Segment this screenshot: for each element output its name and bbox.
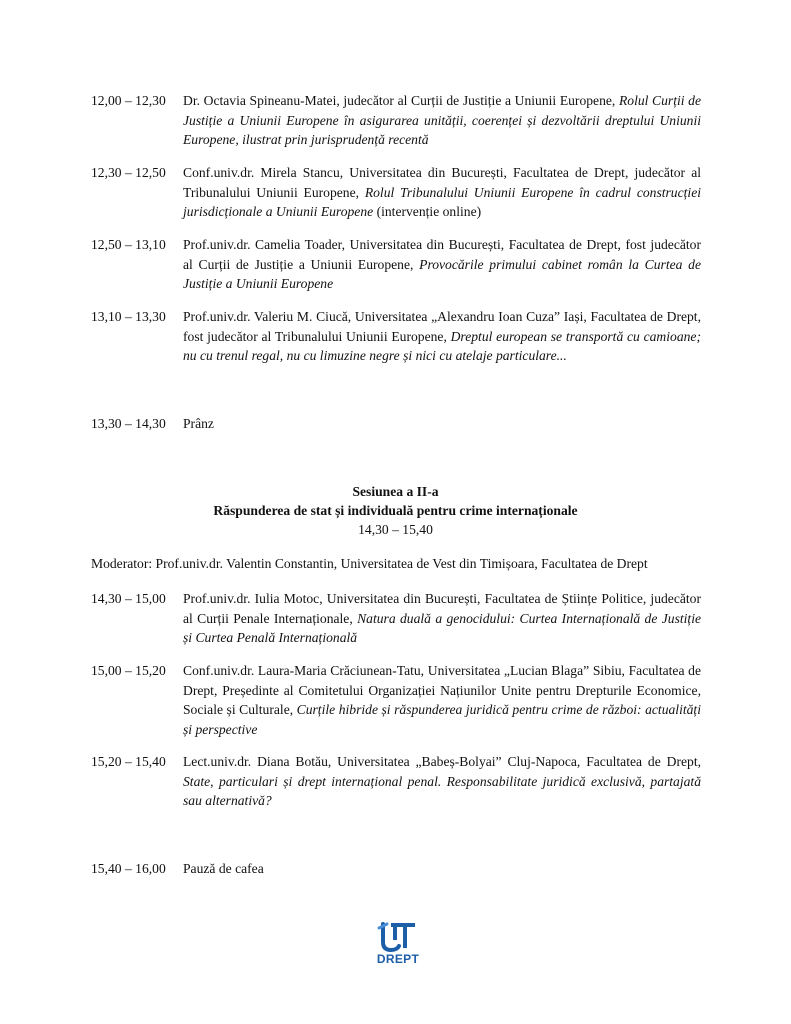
coffee-break bbox=[91, 859, 701, 879]
entry-text bbox=[183, 91, 701, 150]
entry-time: 15,40 – 16,00 bbox=[91, 861, 166, 876]
entry-speaker: Lect.univ.dr. Diana Botău, Universitatea „Babeș-Bolyai” Cluj-Napoca, Facultatea de Drept, bbox=[183, 754, 701, 769]
entry-text bbox=[183, 752, 701, 811]
entry-title: Curțile hibride și răspunderea juridică pentru crime de război: actualități și perspective bbox=[183, 702, 701, 737]
session-moderator: Moderator: Prof.univ.dr. Valentin Constantin, Universitatea de Vest din Timișoara, Facultatea de Drept bbox=[91, 556, 648, 571]
entry-time: 15,00 – 15,20 bbox=[91, 663, 166, 678]
entry-time: 12,00 – 12,30 bbox=[91, 93, 166, 108]
entry-speaker: Dr. Octavia Spineanu-Matei, judecător al Curții de Justiție a Uniunii Europene, bbox=[183, 93, 616, 108]
program-entry bbox=[91, 163, 701, 222]
entry-label: Pauză de cafea bbox=[183, 861, 264, 876]
program-entry bbox=[91, 589, 701, 648]
program-entry bbox=[91, 661, 701, 739]
entry-title: Dreptul european se transportă cu camioane; nu cu trenul regal, nu cu limuzine negre și nici cu atelaje particulare... bbox=[183, 328, 701, 363]
entry-text bbox=[183, 307, 701, 366]
entry-note: (intervenție online) bbox=[373, 204, 482, 219]
session-theme: Răspunderea de stat și individuală pentru crime internaționale bbox=[213, 503, 578, 518]
entry-text bbox=[183, 235, 701, 294]
lunch-break bbox=[91, 414, 701, 434]
entry-speaker: Conf.univ.dr. Laura-Maria Crăciunean-Tatu, Universitatea „Lucian Blaga” Sibiu, Facultatea de Drept, Președinte al Comitetului Organizației Națiunilor Unite pentru Drepturile Economice, Sociale și Culturale, bbox=[183, 663, 701, 717]
entry-time: 13,10 – 13,30 bbox=[91, 309, 166, 324]
entry-text bbox=[183, 163, 701, 222]
entry-title: State, particulari și drept internațional penal. Responsabilitate juridică exclusivă, partajată sau alternativă? bbox=[183, 773, 701, 808]
entry-speaker: Conf.univ.dr. Mirela Stancu, Universitatea din București, Facultatea de Drept, judecător al Tribunalului Uniunii Europene, bbox=[183, 165, 701, 200]
entry-label: Prânz bbox=[183, 416, 214, 431]
program-entry bbox=[91, 752, 701, 811]
program-entry bbox=[91, 307, 701, 366]
session-hours: 14,30 – 15,40 bbox=[358, 522, 433, 537]
entry-text bbox=[183, 589, 701, 648]
entry-time: 13,30 – 14,30 bbox=[91, 416, 166, 431]
entry-time: 15,20 – 15,40 bbox=[91, 754, 166, 769]
entry-title: Natura duală a genocidului: Curtea Internațională de Justiție și Curtea Penală Internațională bbox=[183, 610, 702, 645]
entry-title: Rolul Tribunalului Uniunii Europene în cadrul construcției jurisdicționale a Uniunii Europene bbox=[183, 184, 702, 219]
faculty-logo-text: DREPT bbox=[376, 952, 420, 966]
entry-speaker: Prof.univ.dr. Iulia Motoc, Universitatea din București, Facultatea de Științe Politice, judecător al Curții Penale Internaționale, bbox=[183, 591, 701, 626]
entry-title: Rolul Curții de Justiție a Uniunii Europene în asigurarea unității, coerenței și dezvoltării dreptului Uniunii Europene, ilustrat prin jurisprudență recentă bbox=[183, 93, 701, 147]
entry-title: Provocările primului cabinet român la Curtea de Justiție a Uniunii Europene bbox=[183, 256, 702, 291]
session-name: Sesiunea a II-a bbox=[352, 484, 439, 499]
entry-text bbox=[183, 661, 701, 739]
entry-time: 12,50 – 13,10 bbox=[91, 237, 166, 252]
program-entry bbox=[91, 235, 701, 294]
entry-time: 14,30 – 15,00 bbox=[91, 591, 166, 606]
entry-time: 12,30 – 12,50 bbox=[91, 165, 166, 180]
entry-speaker: Prof.univ.dr. Valeriu M. Ciucă, Universitatea „Alexandru Ioan Cuza” Iași, Facultatea de Drept, fost judecător al Tribunalului Uniunii Europene, bbox=[183, 309, 701, 344]
program-entry bbox=[91, 91, 701, 150]
entry-speaker: Prof.univ.dr. Camelia Toader, Universitatea din București, Facultatea de Drept, fost judecător al Curții de Justiție a Uniunii Europene, bbox=[183, 237, 701, 272]
